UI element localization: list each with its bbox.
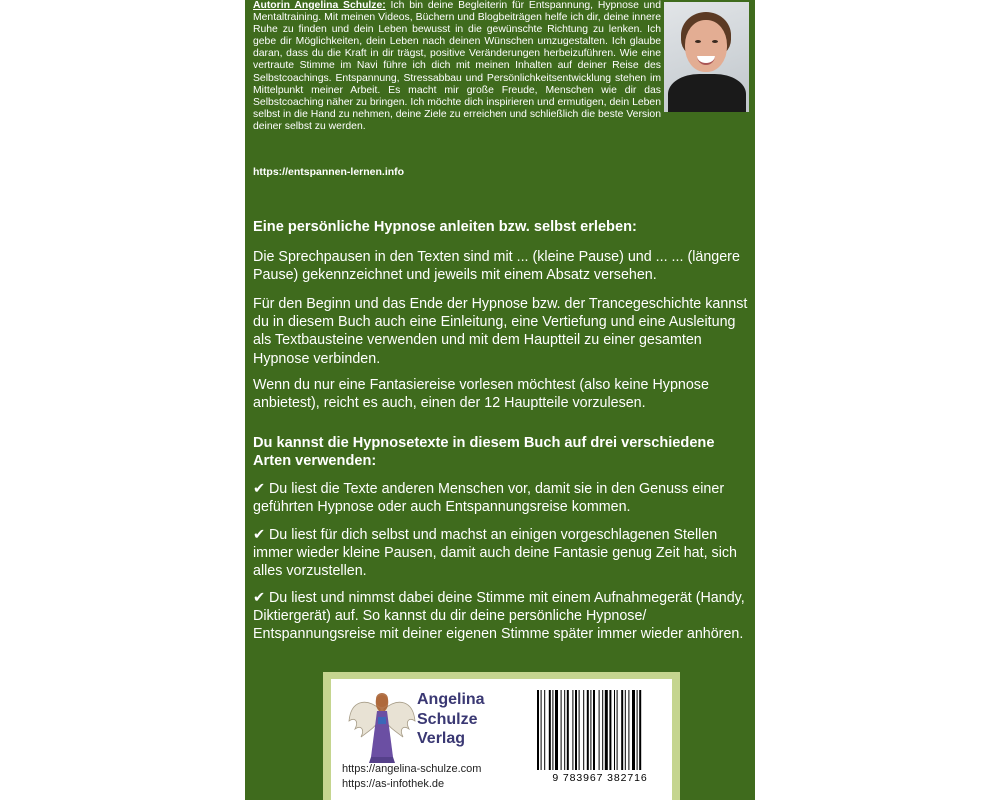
checkmark-icon: ✔ (253, 527, 265, 543)
isbn-number: 9 783967 382716 (552, 772, 648, 784)
author-website[interactable]: https://entspannen-lernen.info (253, 166, 405, 178)
author-bio-lead: Autorin Angelina Schulze: (253, 0, 386, 11)
angel-logo (347, 687, 417, 767)
section2-title: Du kannst die Hypnosetexte in diesem Buch auf drei verschiedene Arten verwenden: (253, 435, 715, 469)
barcode (537, 690, 663, 770)
checkmark-icon: ✔ (253, 481, 265, 497)
usage-item-2: ✔ Du liest für dich selbst und machst an einigen vorgeschlagenen Stellen immer wieder kleine Pausen, damit auch deine Fantasie genug Zeit hat, sich alles vorzustellen. (253, 527, 737, 580)
publisher-link-2[interactable]: https://as-infothek.de (342, 778, 445, 790)
checkmark-icon: ✔ (253, 590, 265, 606)
usage-item-1: ✔ Du liest die Texte anderen Menschen vor, damit sie in den Genuss einer geführten Hypnose oder auch Entspannungsreise kommen. (253, 481, 725, 516)
author-photo (664, 2, 749, 112)
section1-title: Eine persönliche Hypnose anleiten bzw. selbst erleben: (253, 219, 637, 235)
section1-paragraph-1: Die Sprechpausen in den Texten sind mit ... (kleine Pause) und ... ... (längere Pause) gekennzeichnet und jeweils mit einem Absatz versehen. (253, 249, 740, 284)
section1-paragraph-3: Wenn du nur eine Fantasiereise vorlesen möchtest (also keine Hypnose anbietest), reicht es auch, einen der 12 Hauptteile vorzulesen. (253, 377, 709, 412)
usage-item-3: ✔ Du liest und nimmst dabei deine Stimme mit einem Aufnahmegerät (Handy, Diktiergerät) auf. So kannst du dir deine persönliche Hypnose/ Entspannungsreise mit deiner eigenen Stimme später immer wieder anhören. (253, 590, 745, 643)
publisher-name: Angelina Schulze Verlag (417, 691, 485, 747)
publisher-box (323, 672, 680, 800)
publisher-link-1[interactable]: https://angelina-schulze.com (342, 763, 482, 775)
author-bio-text: Ich bin deine Begleiterin für Entspannung, Hypnose und Mentaltraining. Mit meinen Videos, Büchern und Blogbeiträgen helfe ich dir, deine innere Ruhe zu finden und dein Leben bewusst in die gewünschte Richtung zu lenken. Ich gebe dir Möglichkeiten, dein Leben nach deinen Wünschen umzugestalten. Ich glaube daran, dass du die Kraft in dir trägst, positive Veränderungen herbeizuführen. Wie eine vertraute Stimme im Navi führe ich dich mit meinen Inhalten auf deiner Reise des Selbstcoachings. Entspannung, Stressabbau und Persönlichkeitsentwicklung stehen im Mittelpunkt meiner Arbeit. Es macht mir große Freude, Menschen wie dir das Selbstcoaching näher zu bringen. Ich möchte dich inspirieren und ermutigen, dein Leben selbst in die Hand zu nehmen, deine Ziele zu erreichen und schließlich die beste Version deiner selbst zu werden. (253, 0, 661, 132)
publisher-inner (331, 679, 672, 800)
book-back-cover (245, 0, 755, 800)
section1-paragraph-2: Für den Beginn und das Ende der Hypnose bzw. der Trancegeschichte kannst du in diesem Buch auch eine Einleitung, eine Vertiefung und eine Ausleitung als Textbausteine verwenden und mit dem Hauptteil zu einer gesamten Hypnose verbinden. (253, 296, 748, 367)
author-bio (253, 0, 661, 133)
